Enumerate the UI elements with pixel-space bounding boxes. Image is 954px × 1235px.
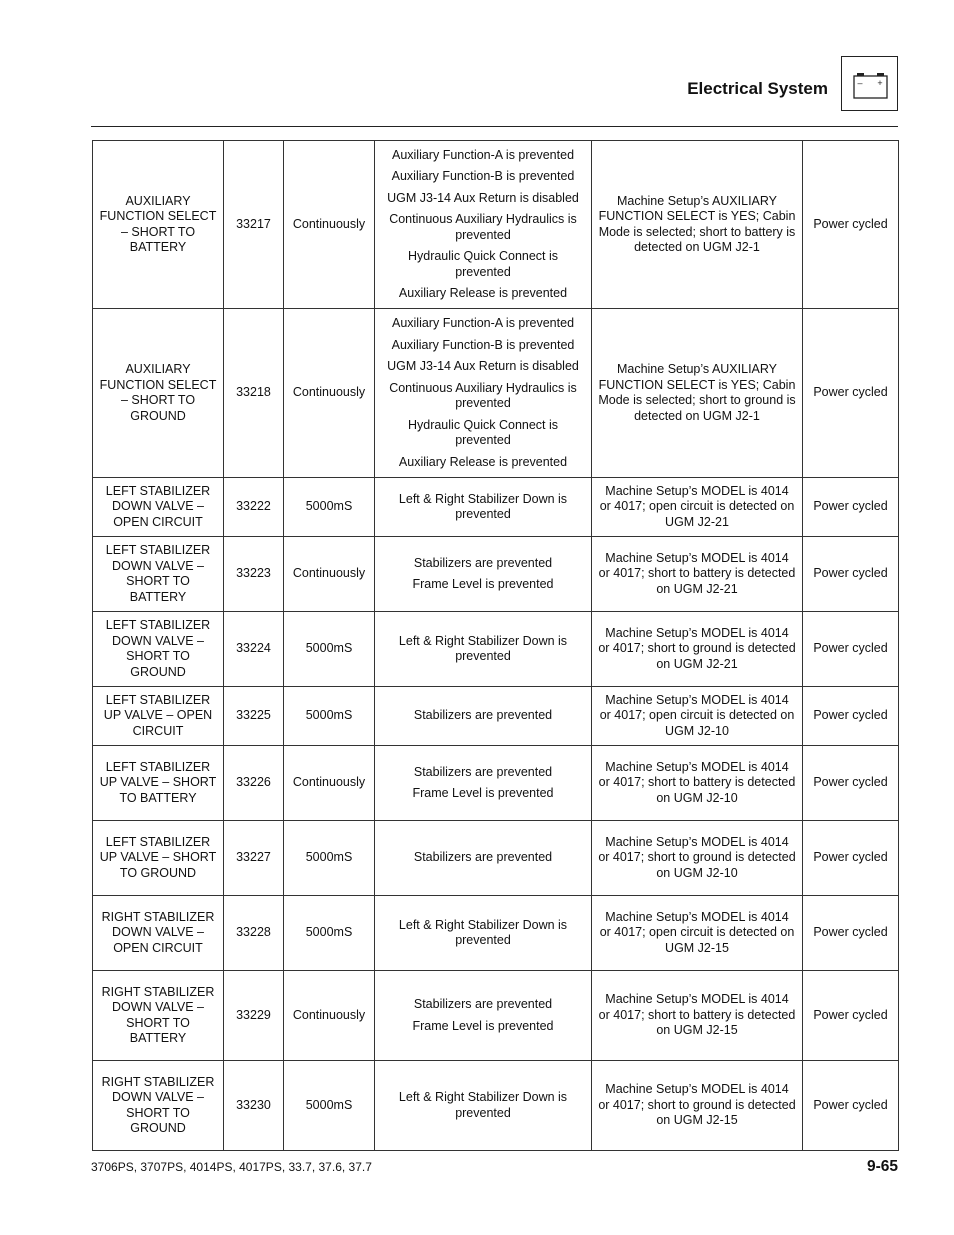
section-title: Electrical System [687, 79, 828, 98]
fault-code-cell: 33224 [224, 612, 284, 687]
result-line: Auxiliary Release is prevented [398, 286, 568, 300]
persistence-cell: Continuously [284, 746, 375, 821]
result-cell [375, 1061, 592, 1151]
result-cell [375, 612, 592, 687]
fault-description-cell: RIGHT STABILIZER DOWN VALVE – OPEN CIRCUIT [93, 896, 224, 971]
clearing-cell: Power cycled [803, 612, 899, 687]
clearing-cell: Power cycled [803, 537, 899, 612]
fault-code-cell: 33228 [224, 896, 284, 971]
result-cell [375, 478, 592, 537]
persistence-cell: Continuously [284, 971, 375, 1061]
fault-code-cell: 33225 [224, 687, 284, 746]
result-line: Left & Right Stabilizer Down is prevented [398, 1090, 568, 1120]
condition-cell: Machine Setup’s MODEL is 4014 or 4017; short to ground is detected on UGM J2-15 [592, 1061, 803, 1151]
condition-cell: Machine Setup’s MODEL is 4014 or 4017; short to battery is detected on UGM J2-15 [592, 971, 803, 1061]
clearing-cell: Power cycled [803, 687, 899, 746]
fault-code-table-body [93, 141, 899, 1151]
fault-code-cell: 33217 [224, 141, 284, 309]
result-line: Stabilizers are prevented [413, 764, 553, 779]
fault-code-cell: 33229 [224, 971, 284, 1061]
result-line: Stabilizers are prevented [413, 850, 553, 865]
result-line: Stabilizers are prevented [413, 708, 553, 723]
table-row [93, 478, 899, 537]
result-line: Left & Right Stabilizer Down is prevented [398, 491, 568, 521]
fault-code-cell: 33230 [224, 1061, 284, 1151]
result-line: Auxiliary Function-B is prevented [391, 169, 575, 183]
fault-code-cell: 33226 [224, 746, 284, 821]
persistence-cell: 5000mS [284, 612, 375, 687]
result-line: Stabilizers are prevented [413, 555, 553, 570]
fault-code-cell: 33227 [224, 821, 284, 896]
page-number: 9-65 [866, 1158, 898, 1175]
result-line: Stabilizers are prevented [413, 997, 553, 1011]
battery-plus-sign: + [877, 78, 883, 88]
result-line: Left & Right Stabilizer Down is prevented [398, 633, 568, 663]
clearing-cell: Power cycled [803, 896, 899, 971]
result-cell [375, 687, 592, 746]
table-row [93, 687, 899, 746]
result-line: Auxiliary Release is prevented [398, 454, 568, 469]
condition-cell: Machine Setup’s MODEL is 4014 or 4017; short to battery is detected on UGM J2-10 [592, 746, 803, 821]
header-divider [91, 126, 898, 127]
persistence-cell: Continuously [284, 537, 375, 612]
table-row [93, 141, 899, 309]
result-cell [375, 746, 592, 821]
clearing-cell: Power cycled [803, 478, 899, 537]
result-line: Frame Level is prevented [412, 577, 554, 591]
result-line: UGM J3-14 Aux Return is disabled [387, 359, 579, 373]
fault-code-table [92, 140, 899, 1151]
clearing-cell: Power cycled [803, 746, 899, 821]
fault-description-cell: AUXILIARY FUNCTION SELECT – SHORT TO BATTERY [93, 141, 224, 309]
table-row [93, 821, 899, 896]
result-line: Hydraulic Quick Connect is prevented [407, 249, 559, 279]
result-cell [375, 821, 592, 896]
result-line: Auxiliary Function-A is prevented [391, 316, 575, 330]
result-cell [375, 537, 592, 612]
table-row [93, 309, 899, 478]
result-cell [375, 896, 592, 971]
clearing-cell: Power cycled [803, 309, 899, 478]
table-row [93, 971, 899, 1061]
fault-code-cell: 33222 [224, 478, 284, 537]
fault-description-cell: LEFT STABILIZER DOWN VALVE – SHORT TO BATTERY [93, 537, 224, 612]
result-line: Left & Right Stabilizer Down is prevented [398, 917, 568, 947]
persistence-cell: Continuously [284, 309, 375, 478]
fault-description-cell: LEFT STABILIZER DOWN VALVE – OPEN CIRCUIT [93, 478, 224, 537]
footer-models: 3706PS, 3707PS, 4014PS, 4017PS, 33.7, 37.6, 37.7 [91, 1160, 372, 1174]
fault-description-cell: RIGHT STABILIZER DOWN VALVE – SHORT TO GROUND [93, 1061, 224, 1151]
fault-code-cell: 33218 [224, 309, 284, 478]
condition-cell: Machine Setup’s MODEL is 4014 or 4017; open circuit is detected on UGM J2-10 [592, 687, 803, 746]
clearing-cell: Power cycled [803, 821, 899, 896]
result-line: UGM J3-14 Aux Return is disabled [387, 190, 579, 205]
result-cell [375, 141, 592, 309]
fault-description-cell: RIGHT STABILIZER DOWN VALVE – SHORT TO BATTERY [93, 971, 224, 1061]
condition-cell: Machine Setup’s AUXILIARY FUNCTION SELECT is YES; Cabin Mode is selected; short to ground is detected on UGM J2-1 [592, 309, 803, 478]
condition-cell: Machine Setup’s MODEL is 4014 or 4017; short to battery is detected on UGM J2-21 [592, 537, 803, 612]
condition-cell: Machine Setup’s MODEL is 4014 or 4017; open circuit is detected on UGM J2-15 [592, 896, 803, 971]
table-row [93, 537, 899, 612]
condition-cell: Machine Setup’s MODEL is 4014 or 4017; short to ground is detected on UGM J2-21 [592, 612, 803, 687]
persistence-cell: 5000mS [284, 896, 375, 971]
result-line: Continuous Auxiliary Hydraulics is prevented [389, 212, 577, 242]
table-row [93, 612, 899, 687]
clearing-cell: Power cycled [803, 141, 899, 309]
fault-description-cell: LEFT STABILIZER DOWN VALVE – SHORT TO GROUND [93, 612, 224, 687]
fault-description-cell: LEFT STABILIZER UP VALVE – SHORT TO BATTERY [93, 746, 224, 821]
fault-description-cell: LEFT STABILIZER UP VALVE – SHORT TO GROUND [93, 821, 224, 896]
persistence-cell: 5000mS [284, 687, 375, 746]
result-line: Hydraulic Quick Connect is prevented [407, 417, 559, 447]
result-line: Frame Level is prevented [412, 786, 554, 800]
persistence-cell: 5000mS [284, 1061, 375, 1151]
clearing-cell: Power cycled [803, 971, 899, 1061]
result-line: Continuous Auxiliary Hydraulics is prevented [389, 380, 577, 410]
persistence-cell: 5000mS [284, 821, 375, 896]
battery-icon [841, 56, 898, 111]
fault-code-cell: 33223 [224, 537, 284, 612]
result-cell [375, 971, 592, 1061]
result-line: Frame Level is prevented [412, 1018, 554, 1033]
condition-cell: Machine Setup’s AUXILIARY FUNCTION SELECT is YES; Cabin Mode is selected; short to battery is detected on UGM J2-1 [592, 141, 803, 309]
table-row [93, 746, 899, 821]
condition-cell: Machine Setup’s MODEL is 4014 or 4017; short to ground is detected on UGM J2-10 [592, 821, 803, 896]
persistence-cell: 5000mS [284, 478, 375, 537]
persistence-cell: Continuously [284, 141, 375, 309]
result-line: Auxiliary Function-A is prevented [391, 147, 575, 162]
clearing-cell: Power cycled [803, 1061, 899, 1151]
battery-minus-sign: – [857, 78, 863, 88]
table-row [93, 896, 899, 971]
fault-description-cell: AUXILIARY FUNCTION SELECT – SHORT TO GROUND [93, 309, 224, 478]
fault-description-cell: LEFT STABILIZER UP VALVE – OPEN CIRCUIT [93, 687, 224, 746]
table-row [93, 1061, 899, 1151]
result-line: Auxiliary Function-B is prevented [391, 337, 575, 352]
condition-cell: Machine Setup’s MODEL is 4014 or 4017; open circuit is detected on UGM J2-21 [592, 478, 803, 537]
result-cell [375, 309, 592, 478]
